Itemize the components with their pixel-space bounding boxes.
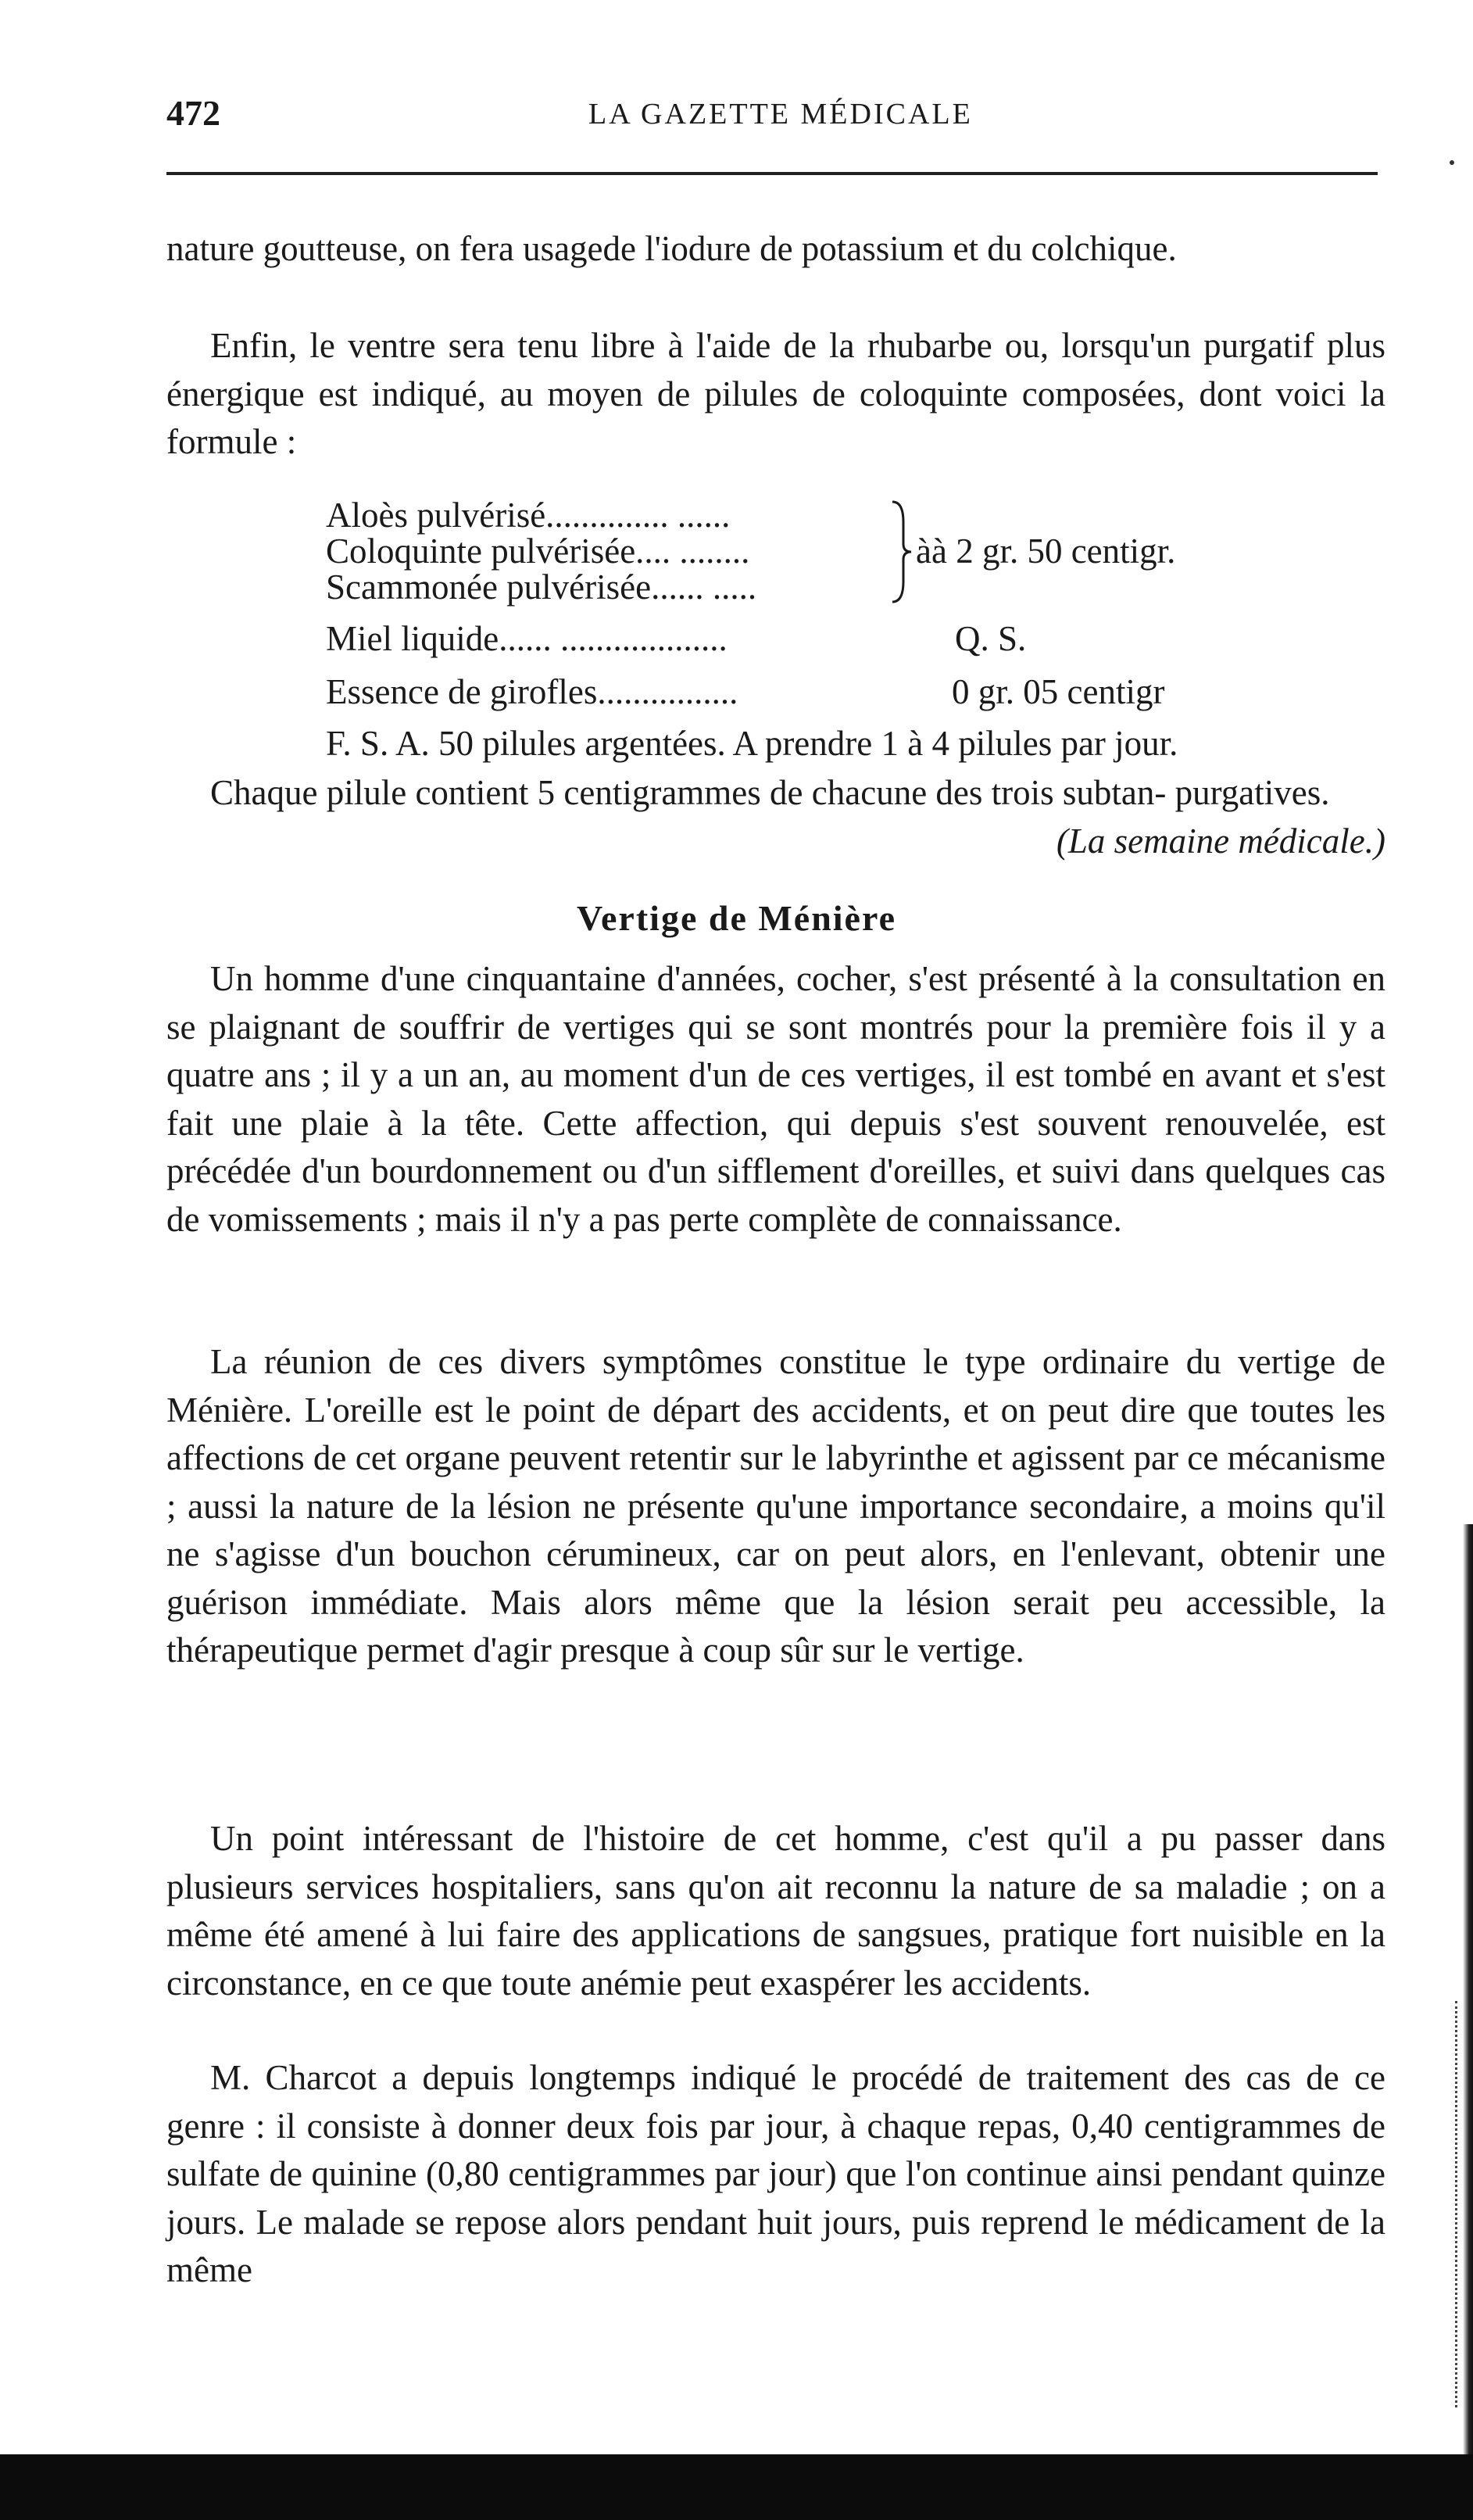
paragraph-charcot: M. Charcot a depuis longtemps indiqué le procédé de traitement des cas de ce genre : il consiste à donner deux fois par jour, à chaque repas, 0,40 centigrammes de sulfate de quinine (0,80 centigrammes par jour) que l'on continue ainsi pendant quinze jours. Le malade se repose alors pendant huit jours, puis reprend le médicament de la même (166, 2058, 1385, 2289)
formula-line-miel: Miel liquide...... ................... (326, 619, 728, 658)
page-header (166, 92, 1385, 147)
note-text: Chaque pilule contient 5 centigrammes de chacune des trois subtan- purgatives. (210, 773, 1330, 812)
note-source: (La semaine médicale.) (1056, 821, 1385, 861)
running-title: LA GAZETTE MÉDICALE (588, 98, 973, 131)
header-rule (166, 172, 1378, 175)
page-number: 472 (166, 93, 220, 133)
paragraph-symptomes: La réunion de ces divers symptômes constitue le type ordinaire du vertige de Ménière. L'oreille est le point de départ des accidents, et on peut dire que toutes les affections de cet organe peuvent retentir sur le labyrinthe et agissent par ce mécanisme ; aussi la nature de la lésion ne présente qu'une importance secondaire, a moins qu'il ne s'agisse d'un bouchon cérumineux, car on peut alors, en l'enlevant, obtenir une guérison immédiate. Mais alors même que la lésion serait peu accessible, la thérapeutique permet d'agir presque à coup sûr sur le vertige. (166, 1342, 1385, 1670)
scan-bottom-edge (0, 2454, 1473, 2520)
formula-grouped-quantity: àà 2 gr. 50 centigr. (916, 532, 1176, 571)
paragraph-gout: nature goutteuse, on fera usagede l'iodure de potassium et du colchique. (166, 229, 1177, 268)
paragraph-histoire: Un point intéressant de l'histoire de cet homme, c'est qu'il a pu passer dans plusieurs services hospitaliers, sans qu'on ait reconnu la nature de sa maladie ; on a même été amené à lui faire des applications de sangsues, pratique fort nuisible en la circonstance, en ce que toute anémie peut exaspérer les accidents. (166, 1819, 1385, 2003)
brace-icon (889, 499, 913, 605)
formula-qty-miel: Q. S. (955, 619, 1027, 658)
formula-line-coloquinte: Coloquinte pulvérisée.... ........ (326, 532, 750, 571)
note-paragraph (166, 769, 1385, 865)
paragraph-purgatif: Enfin, le ventre sera tenu libre à l'aide de la rhubarbe ou, lorsqu'un purgatif plus énergique est indiqué, au moyen de pilules de coloquinte composées, dont voici la formule : (166, 326, 1385, 461)
formula-line-aloes: Aloès pulvérisé.............. ...... (326, 496, 731, 535)
scan-right-edge (1463, 1524, 1473, 2454)
formula-line-girofles: Essence de girofles................ (326, 672, 738, 711)
paragraph-case: Un homme d'une cinquantaine d'années, cocher, s'est présenté à la consultation en se plaignant de souffrir de vertiges qui se sont montrés pour la première fois il y a quatre ans ; il y a un an, au moment d'un de ces vertiges, il est tombé en avant et s'est fait une plaie à la tête. Cette affection, qui depuis s'est souvent renouvelée, est précédée d'un bourdonnement ou d'un sifflement d'oreilles, et suivi dans quelques cas de vomissements ; mais il n'y a pas perte complète de connaissance. (166, 959, 1385, 1239)
formula-line-scammonee: Scammonée pulvérisée...... ..... (326, 567, 757, 607)
scan-speck (1450, 160, 1454, 165)
section-heading: Vertige de Ménière (577, 898, 896, 938)
formula-fsa: F. S. A. 50 pilules argentées. A prendre 1 à 4 pilules par jour. (326, 724, 1178, 763)
formula-qty-girofles: 0 gr. 05 centigr (952, 672, 1165, 711)
scan-edge-dots (1455, 2001, 1460, 2407)
